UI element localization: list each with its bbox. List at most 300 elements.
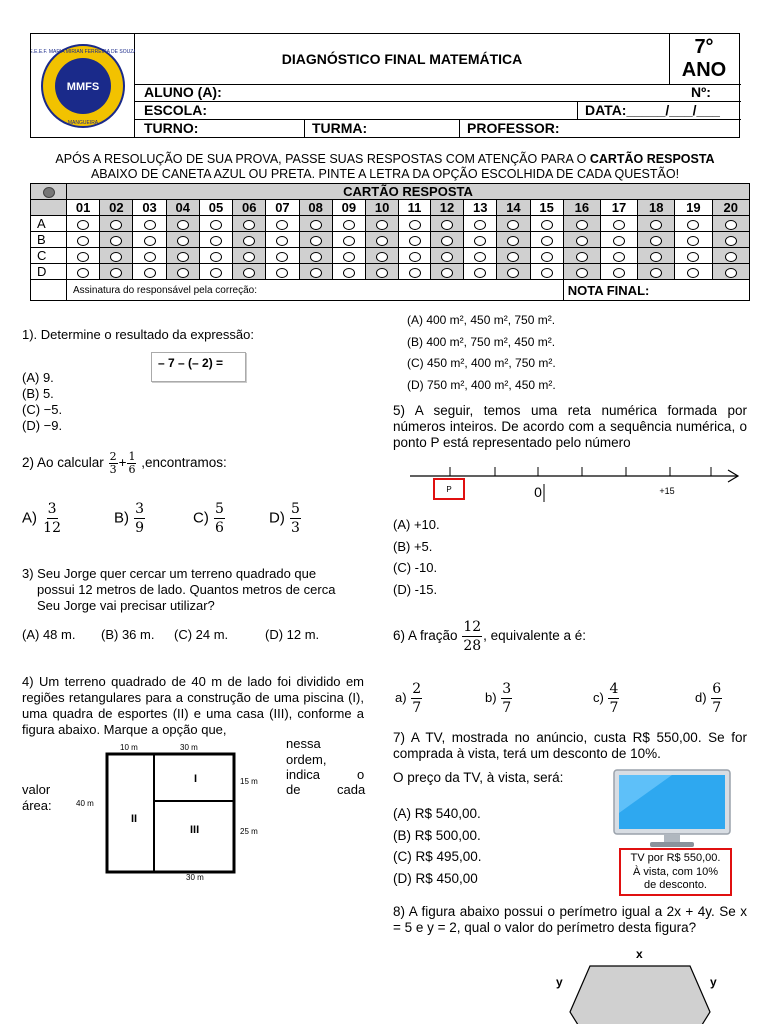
card-bubble-cell[interactable] [365, 216, 398, 232]
class-field-label[interactable]: TURMA: [312, 120, 368, 136]
fraction-denominator: 7 [412, 700, 422, 716]
card-bubble-cell[interactable] [399, 248, 431, 264]
card-bubble-cell[interactable] [430, 216, 463, 232]
q6-option-b[interactable] [485, 680, 513, 717]
bubble-icon[interactable] [210, 220, 222, 230]
q6-option-d[interactable] [695, 680, 723, 717]
bubble-icon[interactable] [144, 220, 156, 230]
card-bubble-cell[interactable] [430, 248, 463, 264]
q4-options [407, 310, 556, 396]
q5-option-c[interactable]: (C) -10. [393, 560, 438, 575]
fraction-denominator: 6 [215, 520, 224, 536]
q6-option-label: a) [395, 689, 407, 705]
point-p-label: P [446, 485, 452, 494]
card-bubble-cell[interactable] [365, 248, 398, 264]
card-bubble-cell[interactable] [497, 216, 530, 232]
q4-right-word-1: nessa [286, 736, 321, 751]
card-bubble-cell[interactable] [100, 232, 133, 248]
bubble-icon[interactable] [276, 268, 288, 278]
bubble-icon[interactable] [576, 220, 588, 230]
card-bubble-cell[interactable] [399, 264, 431, 280]
q7-question: O preço da TV, à vista, será: [393, 770, 564, 785]
fraction-numerator: 3 [502, 681, 512, 697]
bubble-icon[interactable] [541, 220, 553, 230]
card-question-number: 19 [675, 200, 712, 216]
card-bubble-cell[interactable] [497, 232, 530, 248]
q2-f1-num: 2 [109, 450, 117, 463]
q4-right-word-3: indica [286, 767, 320, 782]
card-bubble-cell[interactable] [166, 232, 199, 248]
card-question-number: 04 [166, 200, 199, 216]
q1-option-d[interactable]: (D) −9. [22, 418, 63, 433]
header-box [30, 33, 740, 138]
q6-fraction [462, 618, 482, 655]
fraction-numerator: 5 [291, 501, 300, 517]
card-bubble-cell[interactable] [199, 264, 232, 280]
q5-number-line [405, 458, 745, 506]
q1-option-c[interactable]: (C) −5. [22, 402, 63, 417]
bubble-icon[interactable] [144, 252, 156, 262]
bubble-icon[interactable] [376, 220, 388, 230]
q7-option-d[interactable]: (D) R$ 450,00 [393, 870, 478, 886]
q4-option-a[interactable]: (A) 400 m², 450 m², 750 m². [407, 313, 556, 327]
card-bubble-cell[interactable] [100, 216, 133, 232]
school-logo [31, 34, 135, 137]
bubble-icon[interactable] [409, 252, 421, 262]
card-bubble-cell[interactable] [299, 232, 332, 248]
bubble-icon[interactable] [650, 220, 662, 230]
card-bubble-cell[interactable] [563, 248, 600, 264]
q3-stem [22, 566, 364, 614]
q6-stem [393, 618, 586, 655]
card-bubble-cell[interactable] [464, 264, 497, 280]
card-option-label: D [31, 264, 67, 280]
grade-number: 7° [694, 36, 714, 58]
fraction-numerator: 5 [215, 501, 224, 517]
logo-ring-text: E.E.E.F. MARIA MIRIAN FERREIRA DE SOUZA [31, 49, 135, 55]
bubble-icon[interactable] [725, 220, 737, 230]
fraction-numerator: 12 [463, 619, 482, 635]
logo-cell [31, 34, 135, 137]
card-bubble-cell[interactable] [563, 216, 600, 232]
q4-label-right-top: 15 m [240, 777, 258, 786]
bubble-icon[interactable] [409, 236, 421, 246]
bubble-icon[interactable] [687, 252, 699, 262]
card-bubble-cell[interactable] [638, 216, 675, 232]
fraction-numerator: 3 [135, 501, 145, 517]
q7-option-b[interactable]: (B) R$ 500,00. [393, 827, 481, 843]
fraction-numerator: 4 [609, 681, 619, 697]
card-bubble-cell[interactable] [199, 232, 232, 248]
fraction-denominator: 7 [712, 700, 722, 716]
bubble-icon[interactable] [376, 236, 388, 246]
q1-option-a[interactable]: (A) 9. [22, 370, 54, 385]
bubble-icon[interactable] [77, 252, 89, 262]
q8-label-y-left: y [556, 975, 563, 989]
card-bubble-cell[interactable] [266, 248, 299, 264]
card-bubble-cell[interactable] [530, 264, 563, 280]
q4-left-word-2: área: [22, 798, 52, 813]
card-bubble-cell[interactable] [675, 264, 712, 280]
bubble-icon[interactable] [650, 236, 662, 246]
card-question-number: 06 [233, 200, 266, 216]
card-question-number: 18 [638, 200, 675, 216]
card-bubble-cell[interactable] [166, 248, 199, 264]
bubble-icon[interactable] [177, 252, 189, 262]
bubble-icon[interactable] [541, 268, 553, 278]
q2-option-label: D) [269, 509, 285, 527]
bubble-icon[interactable] [474, 220, 486, 230]
filled-bubble-icon [43, 187, 55, 198]
q8-hexagon-figure [550, 944, 740, 1024]
card-bubble-cell[interactable] [266, 264, 299, 280]
q3-option-a[interactable]: (A) 48 m. [22, 627, 76, 642]
q2-option-b[interactable] [114, 500, 146, 537]
card-bubble-cell[interactable] [199, 248, 232, 264]
bubble-icon[interactable] [243, 220, 255, 230]
q5-option-a[interactable]: (A) +10. [393, 517, 440, 532]
teacher-field-label[interactable]: PROFESSOR: [467, 120, 560, 136]
card-bubble-cell[interactable] [638, 232, 675, 248]
bubble-icon[interactable] [343, 236, 355, 246]
card-bubble-cell[interactable] [299, 264, 332, 280]
card-bubble-cell[interactable] [166, 264, 199, 280]
bubble-icon[interactable] [725, 268, 737, 278]
q2-option-fraction [42, 500, 62, 537]
card-bubble-cell[interactable] [199, 216, 232, 232]
q6-option-a[interactable] [395, 680, 423, 717]
tv-ad-line-3: de desconto. [644, 879, 707, 891]
fraction-denominator: 9 [135, 520, 145, 536]
bubble-icon[interactable] [343, 220, 355, 230]
card-corner [31, 184, 67, 200]
card-bubble-cell[interactable] [464, 216, 497, 232]
card-question-number: 02 [100, 200, 133, 216]
q2-option-d[interactable] [269, 500, 302, 537]
zero-label: 0 [534, 484, 542, 500]
q4-label-bottom: 30 m [186, 873, 204, 882]
date-field-label[interactable]: DATA:_____/___/___ [585, 102, 720, 118]
bubble-icon[interactable] [576, 252, 588, 262]
q6-option-fraction [501, 680, 512, 717]
q8-label-y-right: y [710, 975, 717, 989]
hexagon-shape [570, 966, 710, 1024]
card-bubble-cell[interactable] [67, 264, 100, 280]
q4-option-c[interactable]: (C) 450 m², 400 m², 750 m². [407, 356, 556, 370]
bubble-icon[interactable] [77, 236, 89, 246]
bubble-icon[interactable] [441, 268, 453, 278]
card-bubble-cell[interactable] [133, 232, 166, 248]
card-bubble-cell[interactable] [712, 248, 750, 264]
bubble-icon[interactable] [210, 268, 222, 278]
q3-option-b[interactable]: (B) 36 m. [101, 627, 155, 642]
q2-option-fraction [134, 500, 145, 537]
card-bubble-cell[interactable] [100, 248, 133, 264]
tv-ad-line-2: À vista, com 10% [633, 865, 718, 878]
bubble-icon[interactable] [541, 252, 553, 262]
card-bubble-cell[interactable] [430, 264, 463, 280]
card-bubble-cell[interactable] [399, 216, 431, 232]
q6-option-label: c) [593, 689, 604, 705]
card-bubble-cell[interactable] [332, 232, 365, 248]
card-bubble-cell[interactable] [233, 216, 266, 232]
q4-region-3: III [190, 824, 200, 836]
card-bubble-cell[interactable] [266, 232, 299, 248]
q6-option-c[interactable] [593, 680, 620, 717]
q4-right-word-cada: cada [337, 782, 366, 797]
bubble-icon[interactable] [687, 220, 699, 230]
card-bubble-cell[interactable] [530, 232, 563, 248]
bubble-icon[interactable] [474, 252, 486, 262]
bubble-icon[interactable] [310, 220, 322, 230]
bubble-icon[interactable] [243, 252, 255, 262]
card-bubble-cell[interactable] [100, 264, 133, 280]
bubble-icon[interactable] [441, 252, 453, 262]
card-bubble-cell[interactable] [266, 216, 299, 232]
q2-stem-post: ,encontramos: [141, 455, 227, 471]
card-bubble-cell[interactable] [133, 248, 166, 264]
q3-line-2: possui 12 metros de lado. Quantos metros de cerca [37, 582, 336, 597]
page-title: DIAGNÓSTICO FINAL MATEMÁTICA [281, 51, 523, 67]
card-question-number: 20 [712, 200, 750, 216]
card-bubble-cell[interactable] [233, 232, 266, 248]
q4-right-word-2: ordem, [286, 752, 327, 767]
bubble-icon[interactable] [243, 236, 255, 246]
bubble-icon[interactable] [77, 268, 89, 278]
bubble-icon[interactable] [110, 268, 122, 278]
card-bubble-cell[interactable] [430, 232, 463, 248]
bubble-icon[interactable] [613, 252, 625, 262]
q4-region-2: II [131, 813, 138, 825]
bubble-icon[interactable] [310, 268, 322, 278]
card-bubble-cell[interactable] [712, 216, 750, 232]
bubble-icon[interactable] [474, 268, 486, 278]
q2-option-c[interactable] [193, 500, 226, 537]
q4-label-right-bottom: 25 m [240, 827, 258, 836]
q4-outer-square [107, 754, 234, 872]
card-question-number: 05 [199, 200, 232, 216]
q7-option-a[interactable]: (A) R$ 540,00. [393, 806, 481, 821]
bubble-icon[interactable] [507, 252, 519, 262]
q2-f2-num: 1 [128, 450, 136, 463]
card-question-number: 17 [600, 200, 637, 216]
q7-options [393, 803, 482, 889]
bubble-icon[interactable] [210, 252, 222, 262]
card-bubble-cell[interactable] [332, 248, 365, 264]
card-empty-cell [31, 200, 67, 216]
bubble-icon[interactable] [409, 268, 421, 278]
card-bubble-cell[interactable] [497, 264, 530, 280]
q7-stem: 7) A TV, mostrada no anúncio, custa R$ 550,00. Se for comprada à vista, terá um desconto de 10%. [393, 730, 747, 761]
shift-field-label[interactable]: TURNO: [144, 120, 199, 136]
card-bubble-cell[interactable] [67, 216, 100, 232]
bubble-icon[interactable] [177, 220, 189, 230]
card-bubble-cell[interactable] [712, 232, 750, 248]
bubble-icon[interactable] [541, 236, 553, 246]
q5-option-b[interactable]: (B) +5. [393, 538, 433, 554]
q3-line-3: Seu Jorge vai precisar utilizar? [37, 598, 215, 613]
bubble-icon[interactable] [441, 220, 453, 230]
card-bubble-cell[interactable] [299, 248, 332, 264]
card-question-number: 08 [299, 200, 332, 216]
bubble-icon[interactable] [343, 252, 355, 262]
card-bubble-cell[interactable] [233, 248, 266, 264]
bubble-icon[interactable] [177, 236, 189, 246]
bubble-icon[interactable] [725, 236, 737, 246]
q6-option-fraction [411, 680, 422, 717]
card-option-label: B [31, 232, 67, 248]
divider [135, 119, 741, 120]
bubble-icon[interactable] [687, 236, 699, 246]
card-bubble-cell[interactable] [600, 216, 637, 232]
bubble-icon[interactable] [613, 220, 625, 230]
bubble-icon[interactable] [276, 236, 288, 246]
card-question-number: 03 [133, 200, 166, 216]
bubble-icon[interactable] [177, 268, 189, 278]
card-bubble-cell[interactable] [563, 232, 600, 248]
card-question-number: 15 [530, 200, 563, 216]
instructions-text: APÓS A RESOLUÇÃO DE SUA PROVA, PASSE SUAS RESPOSTAS COM ATENÇÃO PARA O [55, 152, 590, 166]
q2-stem-pre: 2) Ao calcular [22, 455, 104, 471]
q7-option-c[interactable]: (C) R$ 495,00. [393, 849, 482, 864]
q6-option-label: b) [485, 689, 497, 705]
bubble-icon[interactable] [507, 268, 519, 278]
q4-left-word-1: valor [22, 782, 51, 797]
student-field-label[interactable]: ALUNO (A): [144, 84, 222, 100]
bubble-icon[interactable] [576, 268, 588, 278]
bubble-icon[interactable] [110, 236, 122, 246]
bubble-icon[interactable] [576, 236, 588, 246]
q3-option-d[interactable]: (D) 12 m. [265, 627, 320, 642]
card-bubble-cell[interactable] [166, 216, 199, 232]
bubble-icon[interactable] [110, 252, 122, 262]
card-bubble-cell[interactable] [675, 232, 712, 248]
bubble-icon[interactable] [687, 268, 699, 278]
bubble-icon[interactable] [507, 220, 519, 230]
card-bubble-cell[interactable] [332, 216, 365, 232]
logo-bottom-text: MANGUEIRA [67, 120, 99, 126]
card-bubble-cell[interactable] [600, 264, 637, 280]
card-bubble-cell[interactable] [133, 216, 166, 232]
bubble-icon[interactable] [276, 220, 288, 230]
card-bubble-cell[interactable] [563, 264, 600, 280]
bubble-icon[interactable] [310, 252, 322, 262]
card-question-number: 10 [365, 200, 398, 216]
card-bubble-cell[interactable] [600, 248, 637, 264]
bubble-icon[interactable] [243, 268, 255, 278]
q2-option-fraction [290, 500, 301, 537]
bubble-icon[interactable] [725, 252, 737, 262]
bubble-icon[interactable] [650, 268, 662, 278]
q5-options [393, 514, 440, 600]
q2-f1-den: 3 [109, 463, 117, 476]
q4-right-word-o: o [357, 767, 365, 782]
q4-option-b[interactable]: (B) 400 m², 750 m², 450 m². [407, 334, 556, 349]
fraction-denominator: 7 [609, 700, 619, 716]
bubble-icon[interactable] [650, 252, 662, 262]
card-bubble-cell[interactable] [497, 248, 530, 264]
bubble-icon[interactable] [144, 236, 156, 246]
fraction-denominator: 7 [502, 700, 512, 716]
q5-option-d[interactable]: (D) -15. [393, 581, 438, 597]
bubble-icon[interactable] [409, 220, 421, 230]
divider [304, 119, 305, 137]
bubble-icon[interactable] [613, 268, 625, 278]
card-bubble-cell[interactable] [638, 248, 675, 264]
q2-option-a[interactable] [22, 500, 63, 537]
number-line-ticks [450, 467, 711, 476]
bubble-icon[interactable] [77, 220, 89, 230]
q4-option-d[interactable]: (D) 750 m², 400 m², 450 m². [407, 377, 556, 392]
card-title: CARTÃO RESPOSTA [67, 184, 750, 200]
bubble-icon[interactable] [613, 236, 625, 246]
card-bubble-cell[interactable] [67, 232, 100, 248]
card-bubble-cell[interactable] [332, 264, 365, 280]
q6-option-fraction [711, 680, 722, 717]
card-bubble-cell[interactable] [600, 232, 637, 248]
tv-ad-line-1: TV por R$ 550,00. [630, 852, 721, 864]
bubble-icon[interactable] [343, 268, 355, 278]
card-bubble-cell[interactable] [464, 248, 497, 264]
card-bubble-cell[interactable] [530, 248, 563, 264]
bubble-icon[interactable] [441, 236, 453, 246]
card-bubble-cell[interactable] [365, 264, 398, 280]
q5-stem: 5) A seguir, temos uma reta numérica formada por números inteiros. De acordo com a sequência numérica, o ponto P está representado pelo número [393, 403, 747, 450]
fraction-numerator: 2 [412, 681, 422, 697]
q1-option-b[interactable]: (B) 5. [22, 386, 54, 401]
card-bubble-cell[interactable] [712, 264, 750, 280]
grade-word: ANO [681, 59, 727, 81]
card-bubble-cell[interactable] [638, 264, 675, 280]
school-field-label[interactable]: ESCOLA: [144, 102, 207, 118]
bubble-icon[interactable] [474, 236, 486, 246]
card-bubble-cell[interactable] [299, 216, 332, 232]
card-bubble-cell[interactable] [233, 264, 266, 280]
q6-option-label: d) [695, 689, 707, 705]
q3-option-c[interactable]: (C) 24 m. [174, 627, 229, 642]
q4-region-1: I [194, 773, 198, 785]
bubble-icon[interactable] [310, 236, 322, 246]
card-bubble-cell[interactable] [365, 232, 398, 248]
q1-expression-box: – 7 – (– 2) = [151, 352, 246, 382]
bubble-icon[interactable] [276, 252, 288, 262]
card-bubble-cell[interactable] [133, 264, 166, 280]
fraction-numerator: 6 [712, 681, 722, 697]
card-bubble-cell[interactable] [399, 232, 431, 248]
bubble-icon[interactable] [376, 252, 388, 262]
card-bubble-cell[interactable] [675, 216, 712, 232]
q4-label-top-left: 10 m [120, 743, 138, 752]
card-option-label: A [31, 216, 67, 232]
fraction-denominator: 28 [463, 638, 482, 654]
bubble-icon[interactable] [507, 236, 519, 246]
card-bubble-cell[interactable] [67, 248, 100, 264]
q2-fraction-2 [127, 451, 136, 476]
card-bubble-cell[interactable] [675, 248, 712, 264]
bubble-icon[interactable] [110, 220, 122, 230]
number-field-label[interactable]: Nº: [691, 84, 711, 100]
card-bubble-cell[interactable] [464, 232, 497, 248]
final-grade-label: NOTA FINAL: [563, 280, 749, 301]
tv-ad-box [619, 848, 732, 896]
bubble-icon[interactable] [210, 236, 222, 246]
q6-option-fraction [608, 680, 619, 717]
card-question-number: 14 [497, 200, 530, 216]
q2-fraction-1 [109, 451, 118, 476]
card-bubble-cell[interactable] [530, 216, 563, 232]
bubble-icon[interactable] [144, 268, 156, 278]
bubble-icon[interactable] [376, 268, 388, 278]
